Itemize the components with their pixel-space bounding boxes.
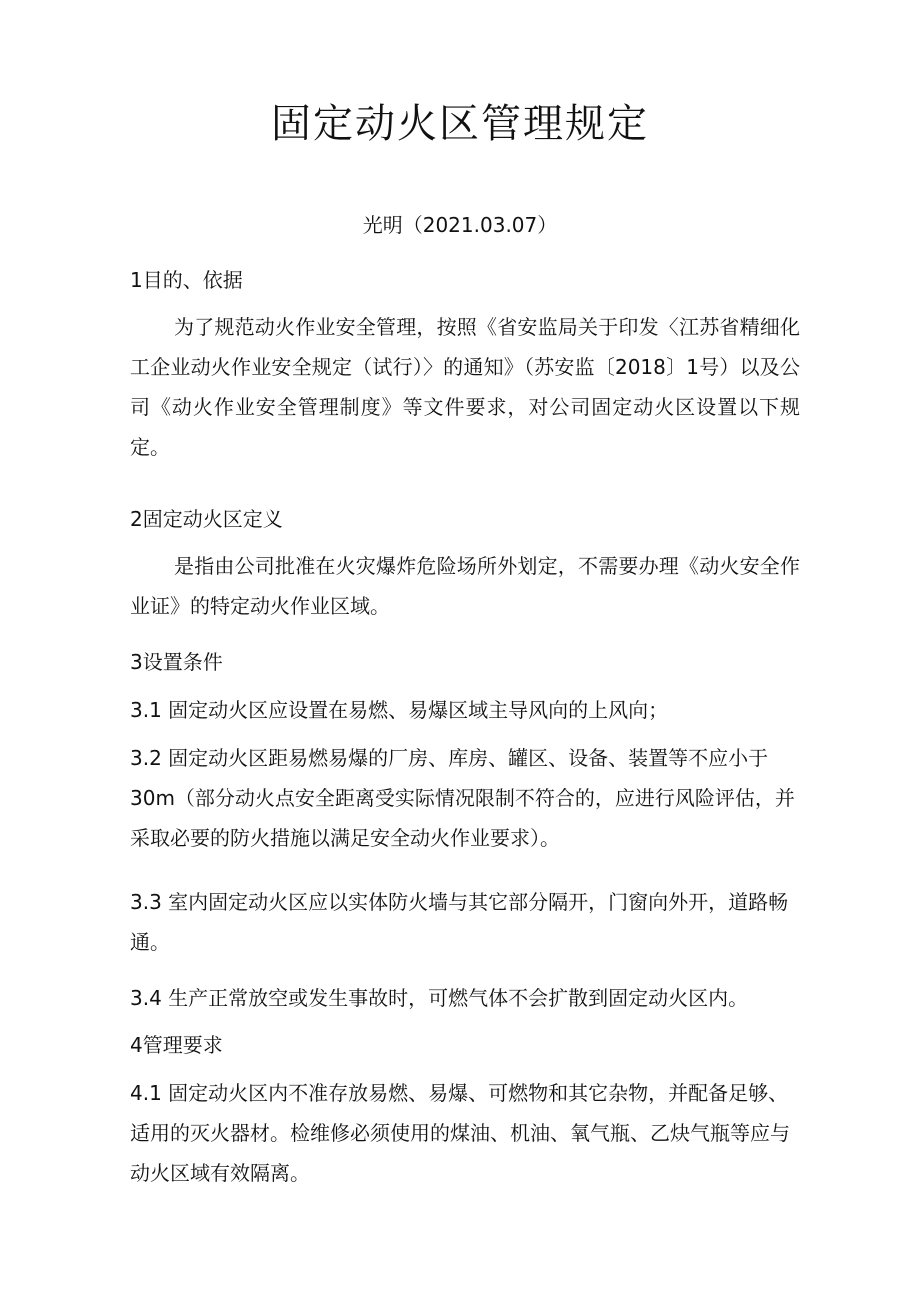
section-4-item-1: 4.1 固定动火区内不准存放易燃、易爆、可燃物和其它杂物，并配备足够、适用的灭火器材。检维修必须使用的煤油、机油、氧气瓶、乙炔气瓶等应与动火区域有效隔离。	[130, 1081, 790, 1185]
section-4-heading: 4管理要求	[130, 1033, 223, 1057]
document-title: 固定动火区管理规定	[271, 101, 649, 147]
document-subtitle: 光明（2021.03.07）	[362, 213, 558, 237]
section-3-item-3: 3.3 室内固定动火区应以实体防火墙与其它部分隔开，门窗向外开，道路畅通。	[130, 890, 789, 954]
section-3-item-1: 3.1 固定动火区应设置在易燃、易爆区域主导风向的上风向；	[130, 698, 669, 722]
section-2-paragraph: 是指由公司批准在火灾爆炸危险场所外划定，不需要办理《动火安全作业证》的特定动火作业区域。	[130, 554, 800, 618]
section-3-heading: 3设置条件	[130, 650, 223, 674]
section-3-item-2: 3.2 固定动火区距易燃易爆的厂房、库房、罐区、设备、装置等不应小于30m（部分动火点安全距离受实际情况限制不符合的，应进行风险评估，并采取必要的防火措施以满足安全动火作业要求）。	[130, 746, 795, 850]
section-3-item-4: 3.4 生产正常放空或发生事故时，可燃气体不会扩散到固定动火区内。	[130, 986, 749, 1010]
section-2-heading: 2固定动火区定义	[130, 507, 283, 531]
section-1-paragraph: 为了规范动火作业安全管理，按照《省安监局关于印发〈江苏省精细化工企业动火作业安全规定（试行）〉的通知》（苏安监〔2018〕1号）以及公司《动火作业安全管理制度》等文件要求，对公司固定动火区设置以下规定。	[130, 315, 800, 459]
section-1-heading: 1目的、依据	[130, 268, 243, 292]
